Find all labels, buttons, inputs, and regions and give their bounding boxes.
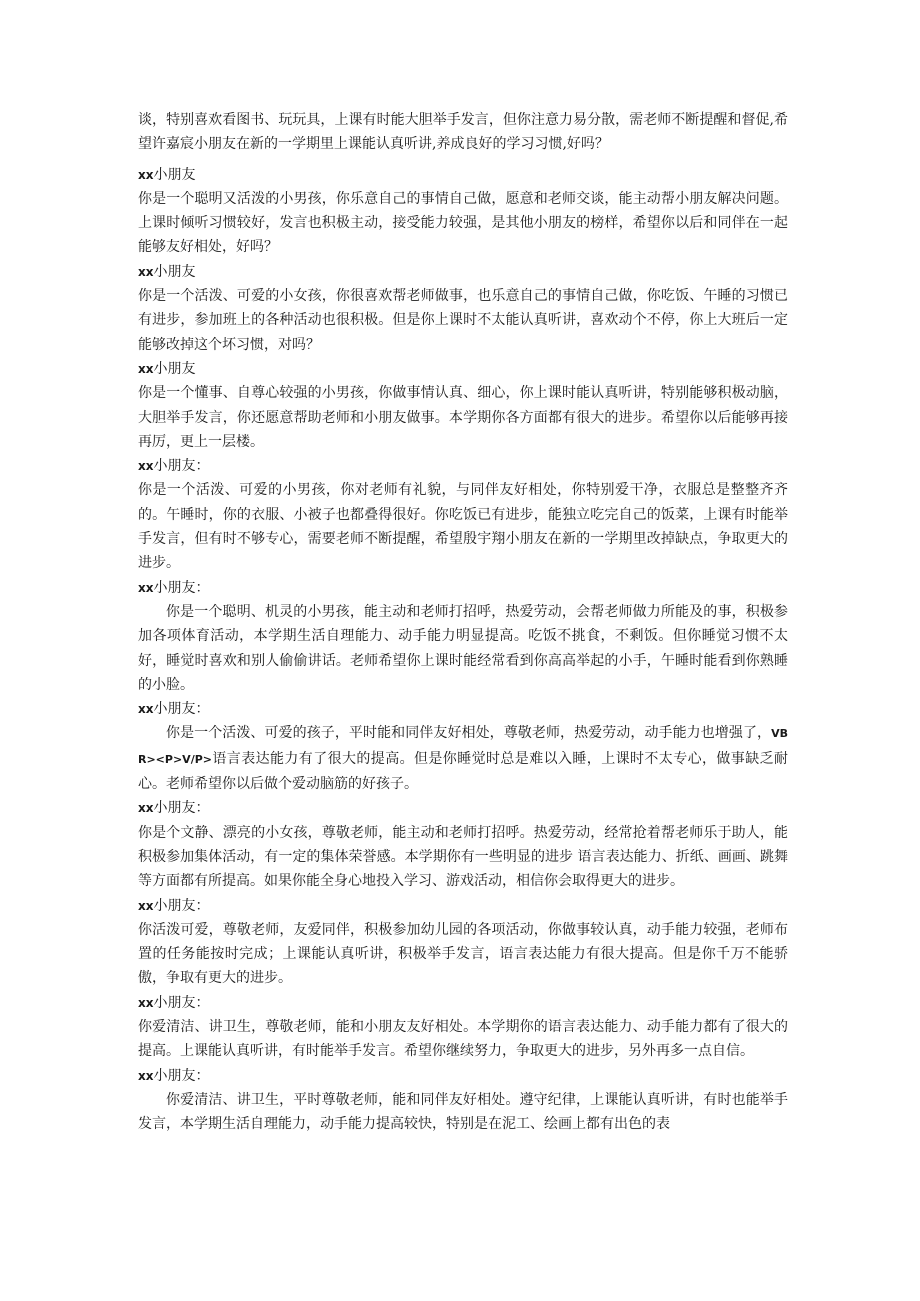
heading-prefix: xx [138,167,154,182]
section-heading [138,1064,788,1088]
heading-prefix: xx [138,264,154,279]
heading-title: 小朋友 [153,263,196,280]
comment-section [138,454,788,575]
section-body: 你是一个懂事、自尊心较强的小男孩，你做事情认真、细心，你上课时能认真听讲，特别能够积极动脑，大胆举手发言，你还愿意帮助老师和小朋友做事。本学期你各方面都有很大的进步。希望你以后能够再接再厉，更上一层楼。 [138,385,788,450]
heading-prefix: xx [138,898,154,913]
comment-section [138,576,788,697]
section-body: 你活泼可爱，尊敬老师，友爱同伴，积极参加幼儿园的各项活动，你做事较认真，动手能力较强，老师布置的任务能按时完成；上课能认真听讲，积极举手发言，语言表达能力有很大提高。但是你千万不能骄傲，争取有更大的进步。 [138,921,788,987]
heading-title: 小朋友： [153,1067,210,1084]
heading-title: 小朋友： [153,701,210,718]
heading-title: 小朋友： [153,897,210,914]
comment-section [138,163,788,260]
heading-title: 小朋友： [153,458,210,475]
section-heading [138,357,788,381]
section-heading [138,894,788,918]
heading-title: 小朋友 [153,166,196,183]
intro-paragraph: 谈，特别喜欢看图书、玩玩具，上课有时能大胆举手发言，但你注意力易分散，需老师不断提醒和督促,希望许嘉宸小朋友在新的一学期里上课能认真听讲,养成良好的学习习惯,好吗？ [138,112,788,153]
comment-section [138,1064,788,1137]
heading-prefix: xx [138,361,154,376]
heading-title: 小朋友： [153,579,210,596]
comment-section [138,991,788,1064]
heading-prefix: xx [138,459,154,474]
section-heading [138,163,788,187]
section-body: 你是一个活泼、可爱的小女孩，你很喜欢帮老师做事，也乐意自己的事情自己做，你吃饭、午睡的习惯已有进步，参加班上的各种活动也很积极。但是你上课时不太能认真听讲，喜欢动个不停，你上大班后一定能够改掉这个坏习惯，对吗？ [138,288,788,353]
section-body: 你是一个活泼、可爱的小男孩，你对老师有礼貌，与同伴友好相处，你特别爱干净，衣服总是整整齐齐的。午睡时，你的衣服、小被子也都叠得很好。你吃饭已有进步，能独立吃完自己的饭菜，上课有时能举手发言，但有时不够专心，需要老师不断提醒，希望殷宇翔小朋友在新的一学期里改掉缺点，争取更大的进步。 [138,482,788,572]
section-body: 你是一个聪明又活泼的小男孩，你乐意自己的事情自己做，愿意和老师交谈，能主动帮小朋友解决问题。上课时倾听习惯较好，发言也积极主动，接受能力较强，是其他小朋友的榜样，希望你以后和同伴在一起能够友好相处，好吗？ [138,190,788,256]
section-body [138,721,788,796]
heading-prefix: xx [138,801,154,816]
heading-title: 小朋友： [153,994,210,1011]
section-heading [138,454,788,478]
comment-section [138,894,788,991]
comment-section [138,260,788,357]
heading-title: 小朋友： [153,800,210,817]
section-body: 你爱清洁、讲卫生，尊敬老师，能和小朋友友好相处。本学期你的语言表达能力、动手能力都有了很大的提高。上课能认真听讲，有时能举手发言。希望你继续努力，争取更大的进步，另外再多一点自信。 [138,1018,788,1060]
body-text: 你是一个活泼、可爱的孩子，平时能和同伴友好相处，尊敬老师，热爱劳动，动手能力也增强了， [166,725,772,742]
heading-prefix: xx [138,995,154,1010]
comment-section [138,697,788,796]
document-page [138,108,788,1136]
section-heading [138,991,788,1015]
body-text: 语言表达能力有了很大的提高。但是你睡觉时总是难以入睡，上课时不太专心，做事缺乏耐心。老师希望你以后做个爱动脑筋的好孩子。 [138,750,788,793]
section-heading [138,576,788,600]
section-heading [138,796,788,820]
section-body: 你是个文静、漂亮的小女孩，尊敬老师，能主动和老师打招呼。热爱劳动，经常抢着帮老师乐于助人，能积极参加集体活动，有一定的集体荣誉感。本学期你有一些明显的进步 语言表达能力、折纸、画画、跳舞等方面都有所提高。如果你能全身心地投入学习、游戏活动，相信你会取得更大的进步。 [138,824,788,890]
heading-title: 小朋友 [153,360,196,377]
section-heading [138,260,788,284]
heading-prefix: xx [138,1068,154,1083]
heading-prefix: xx [138,702,154,717]
section-heading [138,697,788,721]
comment-section [138,796,788,893]
comment-section [138,357,788,454]
section-body: 你是一个聪明、机灵的小男孩，能主动和老师打招呼，热爱劳动，会帮老师做力所能及的事，积极参加各项体育活动，本学期生活自理能力、动手能力明显提高。吃饭不挑食，不剩饭。但你睡觉习惯不太好，睡觉时喜欢和别人偷偷讲话。老师希望你上课时能经常看到你高高举起的小手，午睡时能看到你熟睡的小脸。 [138,603,788,693]
section-body: 你爱清洁、讲卫生，平时尊敬老师，能和同伴友好相处。遵守纪律，上课能认真听讲，有时也能举手发言，本学期生活自理能力，动手能力提高较快，特别是在泥工、绘画上都有出色的表 [138,1091,788,1133]
stray-markup-text: VBR><P>V/P> [138,727,788,766]
heading-prefix: xx [138,580,154,595]
